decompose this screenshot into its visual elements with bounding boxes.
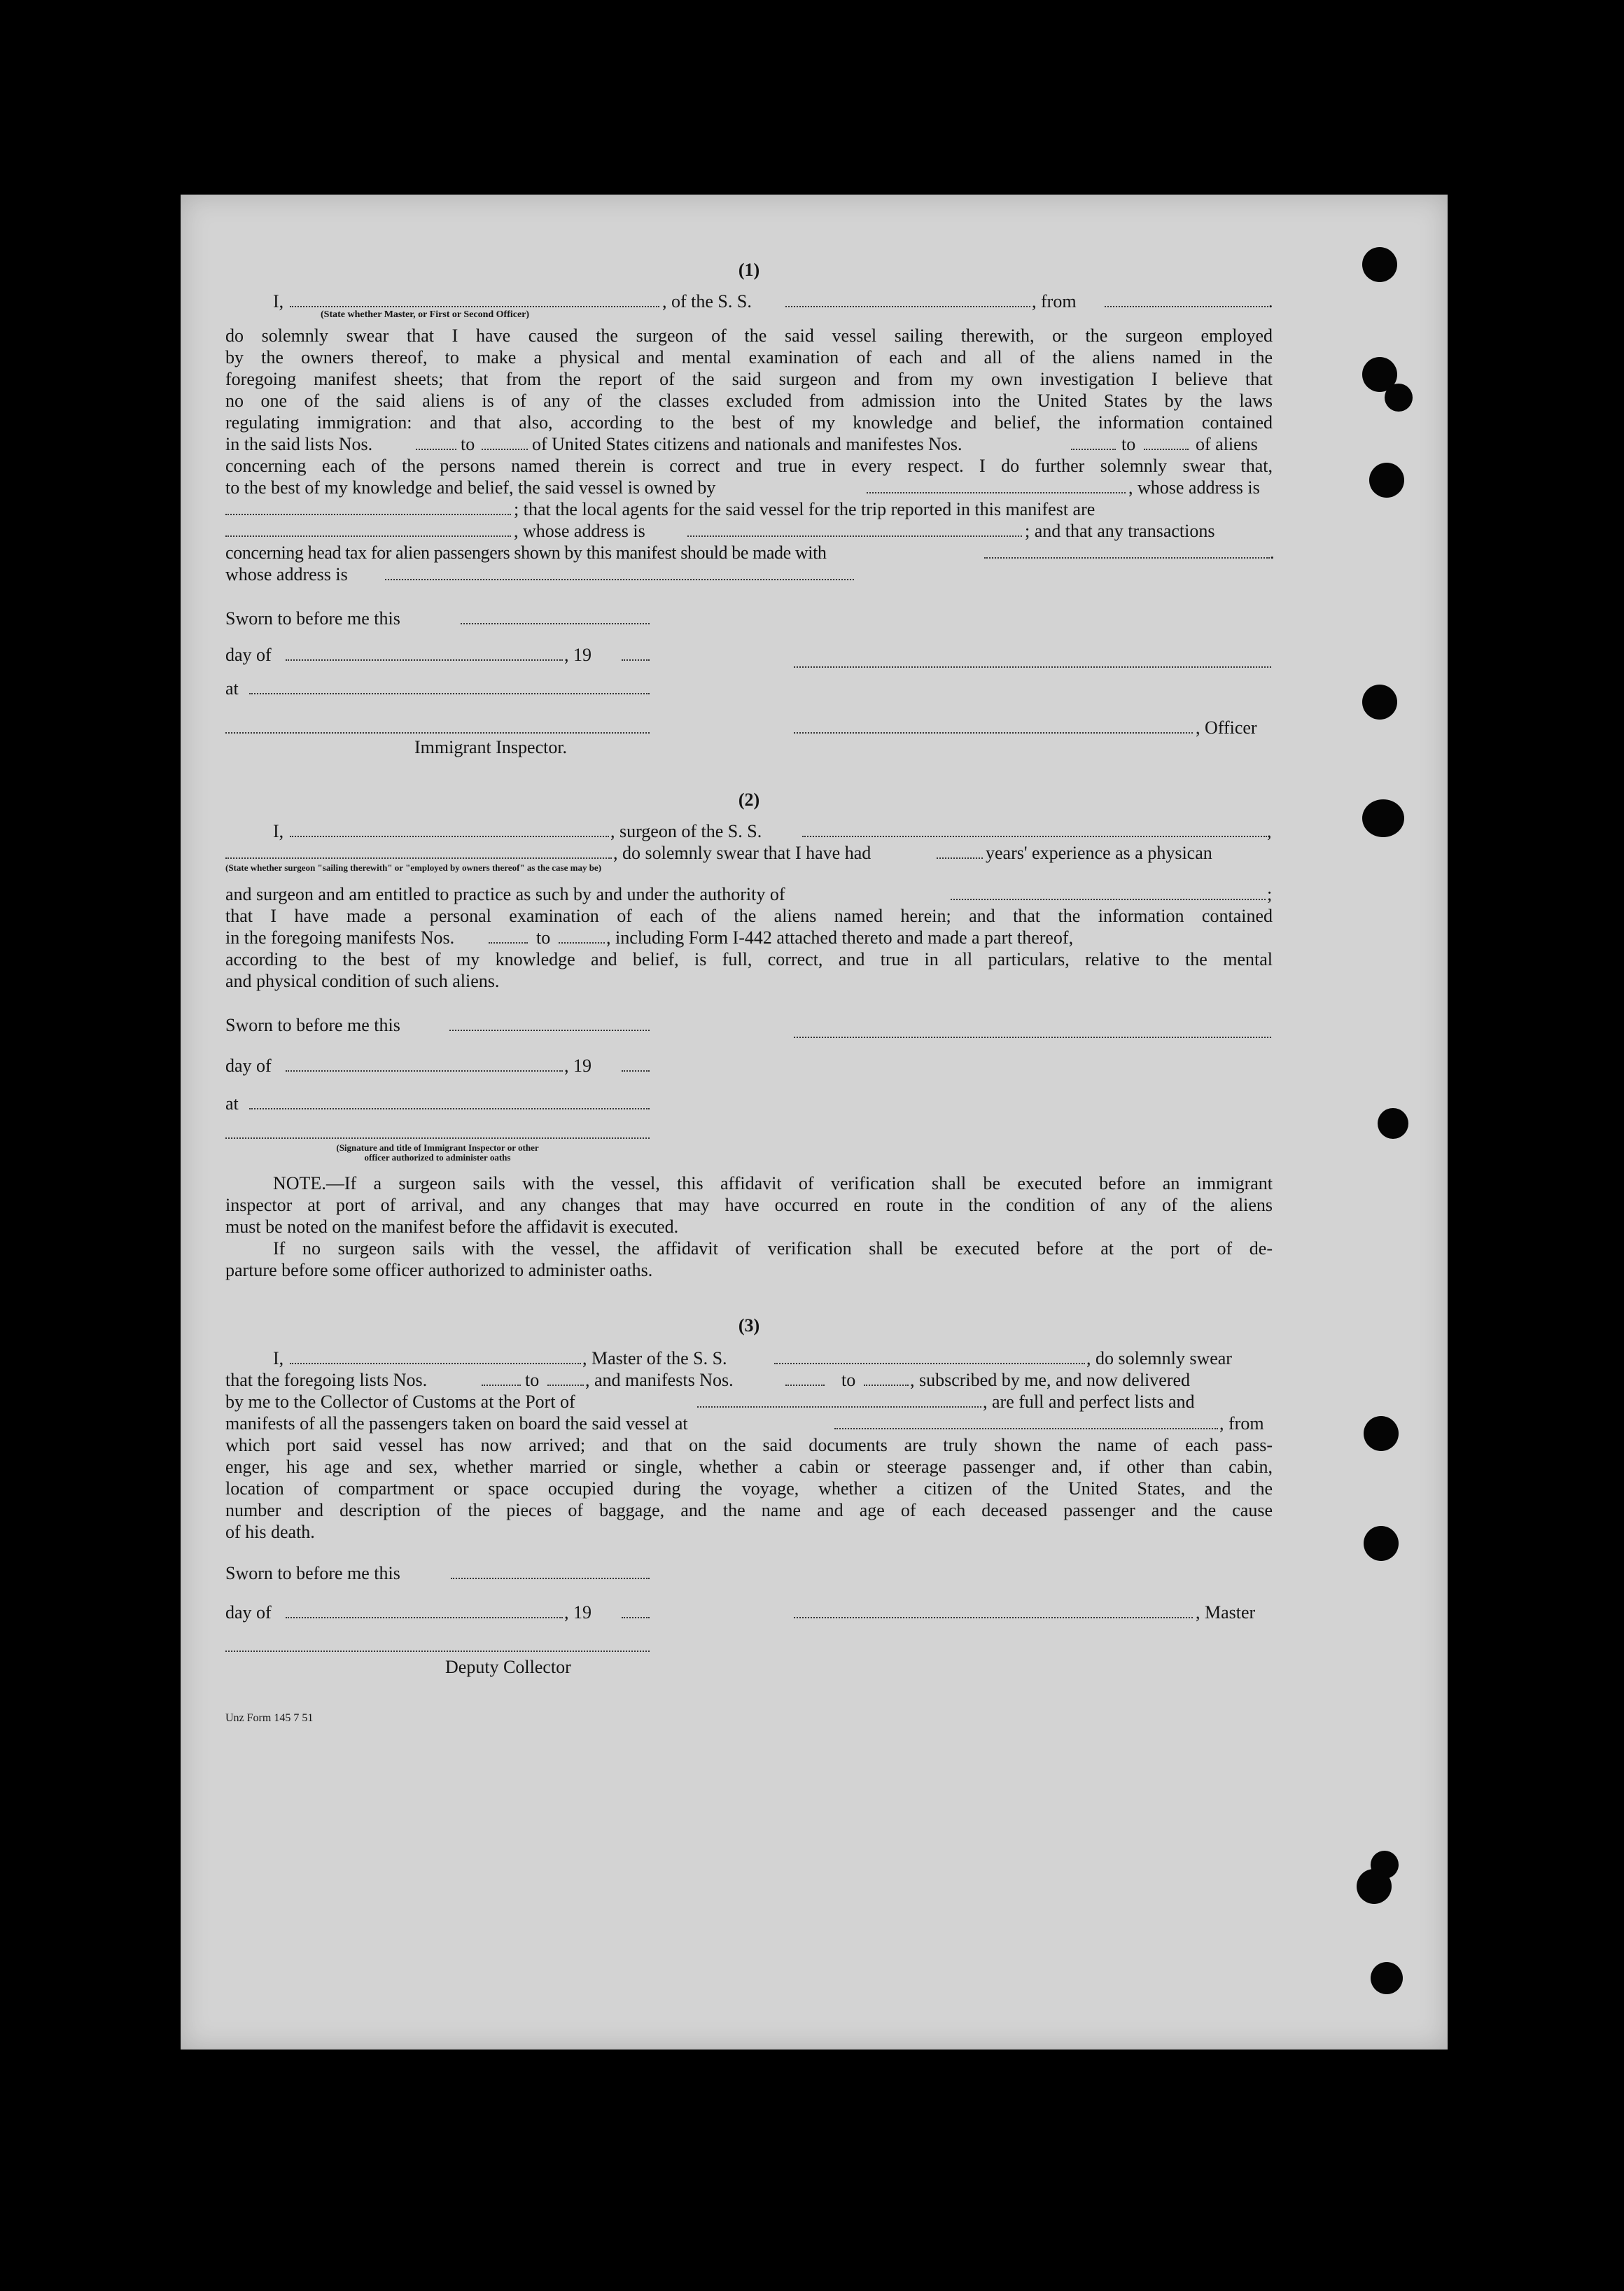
- section-2-signature-row: [225, 1119, 1273, 1142]
- inspector-signature-2-field[interactable]: [225, 1125, 650, 1139]
- officer-caption: (State whether Master, or First or Second Officer): [321, 309, 530, 320]
- section-1-officer-line: I, , of the S. S. , from .: [273, 291, 1273, 311]
- section-3-board-line: manifests of all the passengers taken on board the said vessel at , from: [225, 1413, 1264, 1434]
- embark-port-field[interactable]: [834, 1415, 1218, 1429]
- section-2-surgeon-line: I, , surgeon of the S. S. ,: [273, 821, 1272, 841]
- punch-hole: [1357, 1869, 1392, 1904]
- section-3-sworn-row: Sworn to before me this: [225, 1557, 1273, 1589]
- local-agents-field[interactable]: [225, 523, 511, 537]
- section-1-body: do solemnly swear that I have caused the surgeon of the said vessel sailing therewith, or the surgeon employed: [225, 325, 1273, 346]
- surgeon-manifests-from-field[interactable]: [489, 930, 528, 944]
- section-3-master-line: I, , Master of the S. S. , do solemnly swear: [273, 1348, 1232, 1368]
- punch-hole: [1385, 384, 1413, 412]
- at-place-field[interactable]: [249, 680, 650, 694]
- section-1-agent-address-line: , whose address is ; and that any transactions: [225, 520, 1273, 542]
- sworn-date-field[interactable]: [461, 610, 650, 624]
- section-1-heading: (1): [738, 260, 760, 280]
- surgeon-status-field[interactable]: [225, 845, 612, 859]
- punch-hole: [1378, 1108, 1408, 1139]
- section-1-day-row: day of , 19: [225, 634, 1273, 666]
- headtax-address-field[interactable]: [385, 566, 854, 580]
- punch-hole: [1369, 463, 1404, 498]
- section-1-sworn-row: Sworn to before me this: [225, 602, 1273, 634]
- punch-hole: [1364, 1416, 1399, 1451]
- section-2-manifests-line: in the foregoing manifests Nos. to , including Form I-442 attached thereto and made a part thereof,: [225, 927, 1074, 948]
- surgeon-year-field[interactable]: [622, 1058, 650, 1072]
- section-1-agents-line: ; that the local agents for the said vessel for the trip reported in this manifest are: [225, 498, 1273, 520]
- master-signature-field[interactable]: [794, 1604, 1193, 1618]
- section-1-inspector-row: Immigrant Inspector.: [414, 737, 568, 757]
- surgeon-day-of-field[interactable]: [286, 1058, 563, 1072]
- officer-name-field[interactable]: [794, 720, 1193, 734]
- day-of-field[interactable]: [286, 647, 563, 661]
- section-2-experience-line: , do solemnly swear that I have had years' experience as a physican: [225, 842, 1273, 864]
- note-paragraph-2: If no surgeon sails with the vessel, the affidavit of verification shall be executed before at the port of de-: [273, 1238, 1273, 1259]
- year-field[interactable]: [622, 647, 650, 661]
- master-day-of-field[interactable]: [286, 1604, 563, 1618]
- surgeon-manifests-to-field[interactable]: [559, 930, 605, 944]
- master-lists-from-field[interactable]: [482, 1372, 521, 1386]
- owner-field[interactable]: [867, 479, 1126, 493]
- punch-hole: [1362, 685, 1397, 720]
- section-3-heading: (3): [738, 1315, 760, 1336]
- section-2-authority-line: and surgeon and am entitled to practice as such by and under the authority of ;: [225, 884, 1273, 904]
- surgeon-sworn-date-field[interactable]: [449, 1017, 650, 1031]
- deputy-collector-label-row: Deputy Collector: [445, 1657, 571, 1677]
- section-1-lists-line: in the said lists Nos. to of United States citizens and nationals and manifestes Nos. to of aliens: [225, 434, 1258, 454]
- punch-hole: [1362, 247, 1397, 282]
- note-paragraph: NOTE.—If a surgeon sails with the vessel, this affidavit of verification shall be executed before an immigrant: [273, 1173, 1273, 1193]
- master-manifests-from-field[interactable]: [785, 1372, 825, 1386]
- form-content: (1) I, , of the S. S. , from . (State whether Master, or First or Second Officer) do solemnly swear that I have caused the surgeon of the said vessel sailing therewith, or the surgeon employed by the owners thereof, to make a physical and mental examination of each and all of the aliens named in the foregoing manifest sheets; that from the report of the said surgeon and from my own investigation I believe that no one of the said aliens is of any of the classes excluded from admission into the United States by the laws regulating immigration: and that also, according to the best of my knowledge and belief, the information contained in the said lists Nos. to of United States citizens and nationals and manifestes Nos. to of aliens concerning each of the persons named therein is correct and true in every respect. I do further solemnly swear that, to the best of my knowledge and belief, the said vessel is owned by , whose address is ; that the local agents for the said vessel for the trip reported in this manifest are , whose address is ; and that any transactions concerning head tax for alien passengers shown by this manifest should be made with . whose address is Sworn to before me this day of , 19 at , Officer Immigrant Inspector. (2) I, , surgeon of the S. S. , , do solemnly swear that I have had years' experience as a physican (State whether surgeon "sailing therewith" or "employed by owners thereof" as the case may be) and surgeon and am entitled to practice as such by and under the authority of ; that I have made a personal examination of each of the aliens named herein; and that the information contained in the foregoing manifests Nos. to , including Form I-442 attached thereto and made a part thereof, according to the best of my knowledge and belief, is full, correct, and true in all particulars, relative to the mental and physical condition of such aliens. Sworn to before me this day of , 19 at (Signature and title of Immigrant Inspector or other officer authorized to administer oaths NOTE.—If a surgeon sails with the vessel, this affidavit of verification shall be executed before an immigrant inspector at port of arrival, and any changes that may have occurred en route in the condition of any of the aliens must be noted on the manifest before the affidavit is executed. If no surgeon sails with the vessel, the affidavit of verification shall be executed before at the port of de- parture before some officer authorized to administer oaths. (3) I, , Master of the S. S. , do solemnly swear that the foregoing lists Nos. to , and manifests Nos. to , subscribed by me, and now delivered by me to the Collector of Customs at the Port of , are full and perfect lists and manifests of all the passengers taken on board the said vessel at , from which port said vessel has now arrived; and that on the said documents are truly shown the name of each pass- enger, his age and sex, whether married or single, whether a cabin or steerage passenger and, if other than cabin, location of compartment or space occupied during the voyage, whether a citizen of the United States, and the number and description of the pieces of baggage, and the name and age of each deceased passenger and the cause of his death. Sworn to before me this day of , 19 , Master Deputy Collector Unz Form 145 7 51: [225, 259, 1273, 1729]
- section-3-port-line: by me to the Collector of Customs at the Port of , are full and perfect lists and: [225, 1392, 1195, 1412]
- years-experience-field[interactable]: [937, 845, 983, 859]
- section-3-day-row: day of , 19 , Master: [225, 1602, 1256, 1623]
- surgeon-at-place-field[interactable]: [249, 1095, 650, 1109]
- punch-hole: [1364, 1526, 1399, 1561]
- agents-address-field[interactable]: [687, 523, 1022, 537]
- punch-hole: [1362, 799, 1404, 837]
- punch-hole: [1371, 1962, 1403, 1994]
- section-2-day-row: day of , 19: [225, 1041, 1273, 1080]
- from-port-field[interactable]: [1105, 293, 1268, 307]
- master-name-field[interactable]: [290, 1350, 581, 1364]
- section-3-lists-line: that the foregoing lists Nos. to , and manifests Nos. to , subscribed by me, and now delivered: [225, 1370, 1191, 1390]
- signature-caption: (Signature and title of Immigrant Inspector or other officer authorized to administer oaths: [336, 1142, 539, 1163]
- owner-address-field[interactable]: [225, 501, 511, 515]
- vessel-name-field[interactable]: [785, 293, 1030, 307]
- section-1-at-row: at: [225, 666, 1273, 699]
- port-field[interactable]: [697, 1394, 981, 1408]
- surgeon-signature-field[interactable]: [794, 1024, 1271, 1038]
- lists-from-field[interactable]: [416, 436, 456, 450]
- section-2-at-row: at: [225, 1080, 1273, 1119]
- inspector-signature-field[interactable]: [225, 720, 650, 734]
- section-1-signature-row: , Officer: [225, 699, 1273, 736]
- section-3-deputy-row: [225, 1628, 1273, 1656]
- authority-field[interactable]: [951, 886, 1266, 900]
- form-number: Unz Form 145 7 51: [225, 1712, 314, 1724]
- section-2-sworn-row: Sworn to before me this: [225, 1009, 1273, 1041]
- master-year-field[interactable]: [622, 1604, 650, 1618]
- officer-title-field[interactable]: [290, 293, 659, 307]
- lists-to-field[interactable]: [482, 436, 528, 450]
- master-lists-to-field[interactable]: [547, 1372, 584, 1386]
- headtax-contact-field[interactable]: [984, 545, 1270, 559]
- officer-signature-field[interactable]: [794, 654, 1271, 668]
- master-manifests-to-field[interactable]: [864, 1372, 909, 1386]
- manifests-to-field[interactable]: [1144, 436, 1189, 450]
- surgeon-caption: (State whether surgeon "sailing therewith" or "employed by owners thereof" as the case may be): [225, 862, 602, 873]
- master-sworn-date-field[interactable]: [451, 1565, 650, 1579]
- surgeon-name-field[interactable]: [290, 823, 609, 837]
- form-page: [181, 195, 1448, 2050]
- section-1-whose-line: whose address is: [225, 563, 1273, 585]
- deputy-collector-signature-field[interactable]: [225, 1638, 650, 1652]
- master-vessel-field[interactable]: [774, 1350, 1085, 1364]
- section-1-owner-line: to the best of my knowledge and belief, the said vessel is owned by , whose address is: [225, 477, 1260, 498]
- manifests-from-field[interactable]: [1071, 436, 1116, 450]
- section-1-headtax-line: concerning head tax for alien passengers shown by this manifest should be made with .: [225, 542, 1275, 563]
- surgeon-vessel-field[interactable]: [802, 823, 1267, 837]
- section-2-heading: (2): [738, 790, 760, 810]
